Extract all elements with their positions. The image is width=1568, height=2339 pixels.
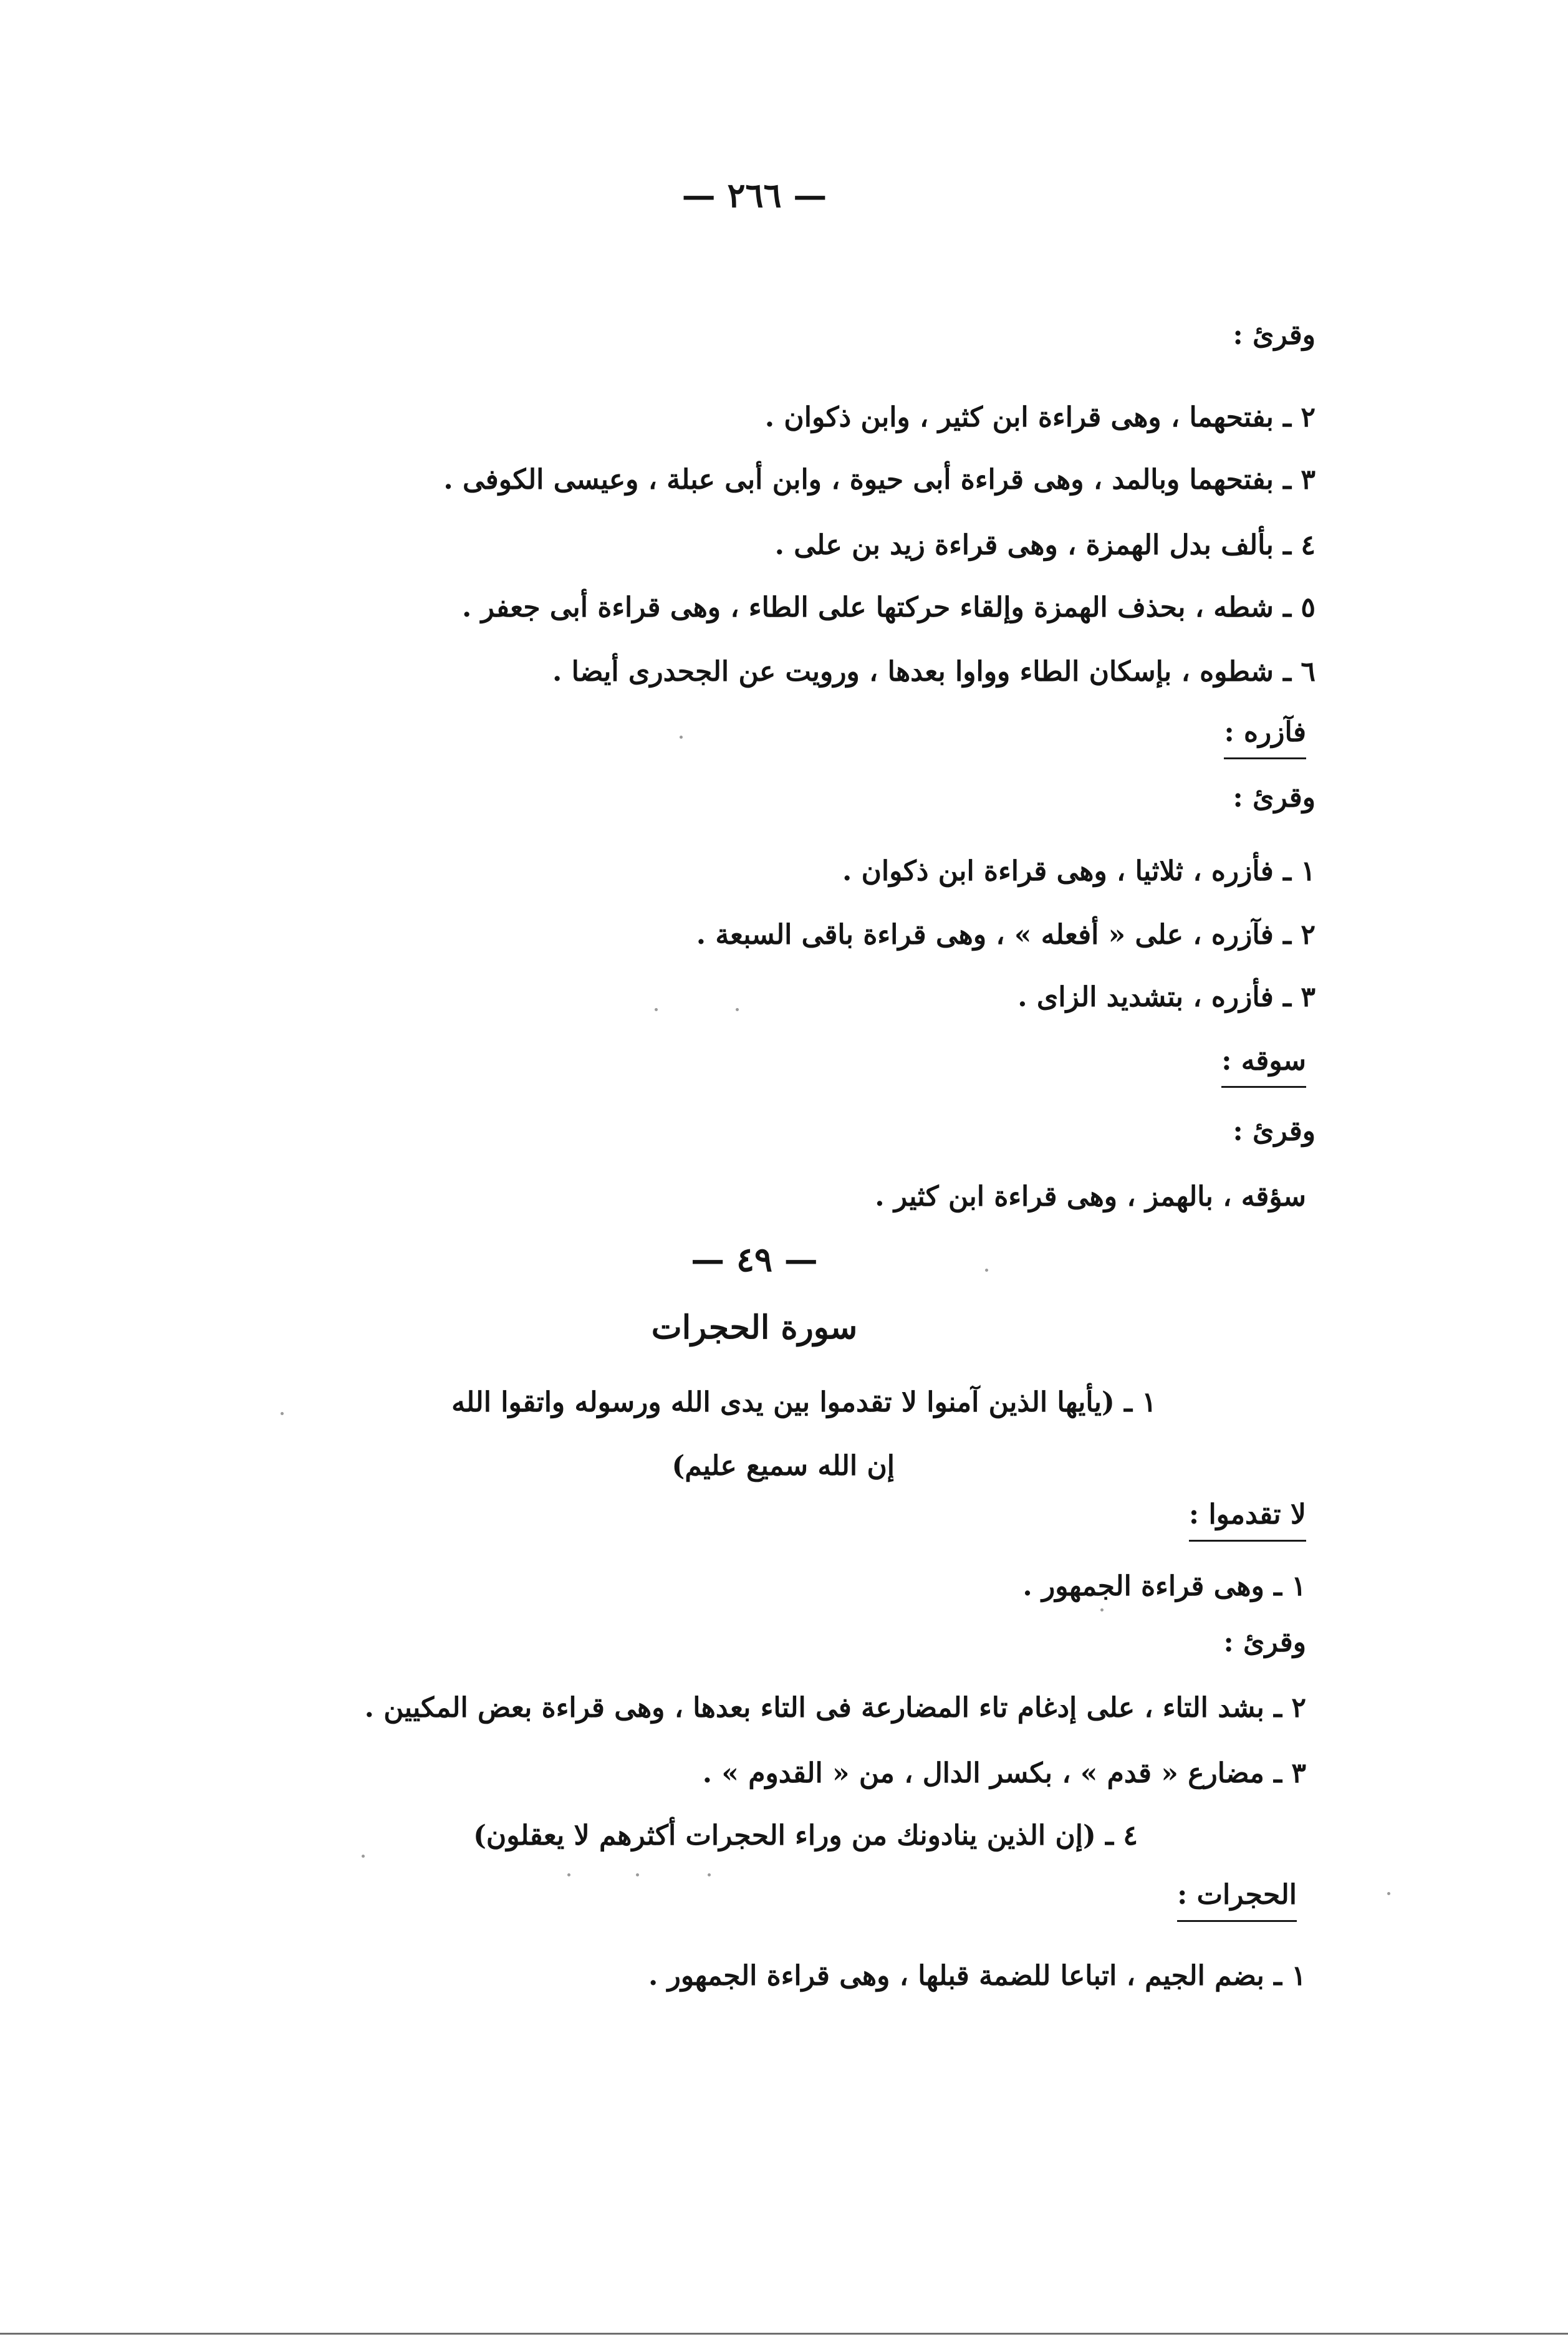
variant-readings-intro: وقرئ : [1223,1626,1306,1658]
quran-verse: ٤ ـ (إن الذين ينادونك من وراء الحجرات أكثرهم لا يعقلون) [473,1820,1138,1852]
scan-speck [655,1008,658,1011]
word-heading: الحجرات : [1177,1876,1297,1922]
reading-line: ٥ ـ شطه ، بحذف الهمزة وإلقاء حركتها على الطاء ، وهى قراءة أبى جعفر . [461,592,1315,623]
word-heading: فآزره : [1224,714,1306,759]
reading-line: ٣ ـ فأزره ، بتشديد الزاى . [1017,981,1315,1013]
word-heading: سوقه : [1221,1042,1306,1088]
quran-verse: ١ ـ (يأيها الذين آمنوا لا تقدموا بين يدى الله ورسوله واتقوا الله [451,1386,1157,1418]
scan-speck [636,1873,639,1876]
variant-readings-intro: وقرئ : [1233,319,1315,351]
surah-title: سورة الحجرات [651,1309,858,1347]
reading-line: ٢ ـ بفتحهما ، وهى قراءة ابن كثير ، وابن ذكوان . [764,401,1315,433]
variant-readings-intro: وقرئ : [1233,1115,1315,1147]
reading-line: ١ ـ وهى قراءة الجمهور . [1022,1570,1306,1602]
surah-number: — ٤٩ — [691,1239,818,1279]
variant-readings-intro: وقرئ : [1233,782,1315,814]
reading-line: ٤ ـ بألف بدل الهمزة ، وهى قراءة زيد بن على . [774,529,1315,561]
reading-line: ٣ ـ بفتحهما وبالمد ، وهى قراءة أبى حيوة ، وابن أبى عبلة ، وعيسى الكوفى . [443,464,1315,496]
page-number: — ٢٦٦ — [681,175,827,215]
scan-speck [1387,1892,1390,1895]
reading-line: ١ ـ فأزره ، ثلاثيا ، وهى قراءة ابن ذكوان . [842,855,1315,887]
scan-speck [281,1412,284,1415]
scan-speck [985,1269,988,1272]
reading-line: ٢ ـ بشد التاء ، على إدغام تاء المضارعة فى التاء بعدها ، وهى قراءة بعض المكيين . [364,1692,1306,1724]
scan-speck [567,1873,570,1876]
reading-line: سؤقه ، بالهمز ، وهى قراءة ابن كثير . [875,1181,1306,1213]
page-bottom-rule [0,2333,1568,2335]
scan-speck [680,736,683,739]
scan-speck [1100,1608,1104,1611]
scan-speck [708,1873,711,1876]
reading-line: ٦ ـ شطوه ، بإسكان الطاء وواوا بعدها ، ورويت عن الجحدرى أيضا . [552,656,1315,688]
reading-line: ٢ ـ فآزره ، على « أفعله » ، وهى قراءة باقى السبعة . [696,919,1315,951]
scan-speck [362,1855,365,1858]
word-heading: لا تقدموا : [1189,1496,1306,1542]
reading-line: ١ ـ بضم الجيم ، اتباعا للضمة قبلها ، وهى قراءة الجمهور . [648,1960,1306,1992]
quran-verse-continuation: إن الله سميع عليم) [671,1450,895,1482]
reading-line: ٣ ـ مضارع « قدم » ، بكسر الدال ، من « القدوم » . [702,1757,1306,1789]
scan-speck [736,1008,739,1011]
